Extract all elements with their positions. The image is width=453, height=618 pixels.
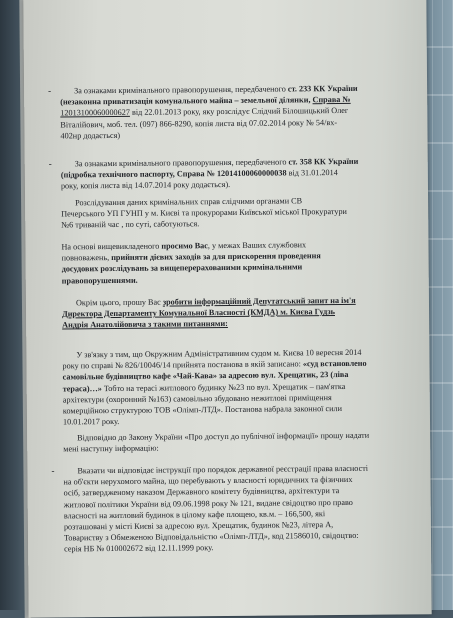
bullet-marker: - [48, 158, 52, 169]
text: За ознаками кримінального правопорушення, передбаченого [74, 84, 288, 96]
text-line: Печерського УП ГУНП у м. Києві та прокурорами Київської міської Прокуратури [61, 207, 347, 219]
document-page [23, 0, 431, 618]
text-line: житлової політики України від 09.06.1998 року № 121, видане свідоцтво про право [63, 497, 353, 510]
bullet-paragraph-art358 [48, 155, 413, 192]
text-line: правопорушеннями. [61, 275, 138, 286]
paragraph-request [61, 238, 413, 286]
quote-line: самовільне будівництво кафе «Чай-Кава» за адресою вул. Хрещатик, 23 (ліва [62, 370, 349, 382]
bullet-marker: - [48, 85, 52, 96]
paragraph-investigation [61, 194, 413, 231]
emphasis: просимо Вас [161, 241, 208, 251]
article-ref: ст. 233 КК України [287, 83, 358, 94]
text-line: Розслідування даних кримінальних справ слідчими органами СВ [75, 196, 303, 208]
text-line: Відповідно до Закону України «Про доступ до публічної інформації» прошу надати [77, 430, 370, 443]
text: Тобто на терасі житлового будинку №23 по вул. Хрещатик – пам'ятка [101, 381, 346, 393]
text: від 31.01.2014 [286, 168, 338, 178]
text: За ознаками кримінального правопорушення, передбаченого [74, 157, 289, 169]
text-line: Віталійович, моб. тел. (097) 866-8290, копія листа від 07.02.2014 року № 54/вх- [60, 117, 338, 130]
paragraph-court-ruling [62, 346, 415, 427]
text-line: 10.01.2017 року. [62, 417, 120, 427]
text-line: досудових розслідувань за вищеперерахованими кримінальними [61, 262, 303, 274]
text-line: комерційною структурою ТОВ «Олімп-ЛТД». Постанова набрала законної сили [62, 404, 342, 416]
text-line: розташовані у місті Києві за адресою вул. Хрещатик, будинок №23, літера А, [63, 520, 334, 532]
bullet-paragraph-art233 [48, 82, 412, 141]
text: від 22.01.2013 року, яку розслідує Слідчий Білошицький Олег [129, 106, 349, 118]
text-line: осіб, затвердженому наказом Державного комітету будівництва, архітектури та [63, 486, 340, 498]
text: повноважень, [61, 253, 112, 263]
text-line: архітектури (охоронний №163) самовільно збудовано нежитлові приміщення [62, 392, 332, 405]
text-line: У зв'язку з тим, що Окружним Адміністративним судом м. Києва 10 вересня 2014 [76, 347, 362, 360]
bullet-paragraph-registration [51, 462, 416, 555]
text-line: Товариству з Обмеженою Відповідальністю «Олімп-ЛТД», код 21586010, свідоцтво: [63, 531, 359, 543]
text: (незаконна приватизація комунального майна – земельної ділянки, [60, 95, 313, 107]
text-line: на об'єкти нерухомого майна, що перебувають у власності юридичних та фізичних [63, 475, 353, 487]
text-line: 402нр додається) [60, 130, 121, 141]
text-line: Вказати чи відповідає інструкції про порядок державної реєстрації права власності [77, 463, 369, 476]
case-number: 12013100060000627 [60, 108, 130, 118]
text-line: №6 триваній час , по суті, саботуються. [61, 219, 200, 230]
text: Окрім цього, прошу Вас [75, 297, 163, 308]
case-ref: Справа № 12014100060000038 [176, 168, 287, 179]
paragraph-public-info [63, 429, 415, 454]
article-ref: ст. 358 КК України [288, 156, 359, 167]
quote: тераса)…» [62, 383, 102, 394]
text-line: мені наступну інформацію: [63, 443, 159, 454]
text-line: власності на житловий будинок в цілому кафе площею, кв.м. – 166,500, які [63, 508, 326, 521]
text-line: Андрія Анатолійовича з такими питаннями: [62, 319, 228, 330]
text-line: серія НБ № 010002672 від 12.11.1999 року. [64, 543, 214, 554]
text: На основі вищевикладеного [61, 241, 162, 252]
text-line: року, копія листа від 14.07.2014 року додається). [60, 180, 231, 191]
emphasis: зробити інформаційний Депутатський запит на ім'я [162, 295, 356, 307]
emphasis: прийняти дієвих заходів за для прискорення проведення [111, 251, 321, 263]
text: , у межах Ваших службових [207, 240, 307, 251]
case-ref: Справа № [312, 95, 351, 105]
text-line: Директора Департаменту Комунальної Власності (КМДА) м. Києва Гудзь [62, 307, 335, 319]
paragraph-deputy-request [62, 294, 414, 331]
text: року по справі № 826/10046/14 прийнята постанова в якій записано: [62, 359, 303, 371]
quote: «суд встановлено [302, 358, 367, 369]
bullet-marker: - [51, 465, 55, 476]
text: (підробка технічного паспорту, [60, 169, 177, 180]
